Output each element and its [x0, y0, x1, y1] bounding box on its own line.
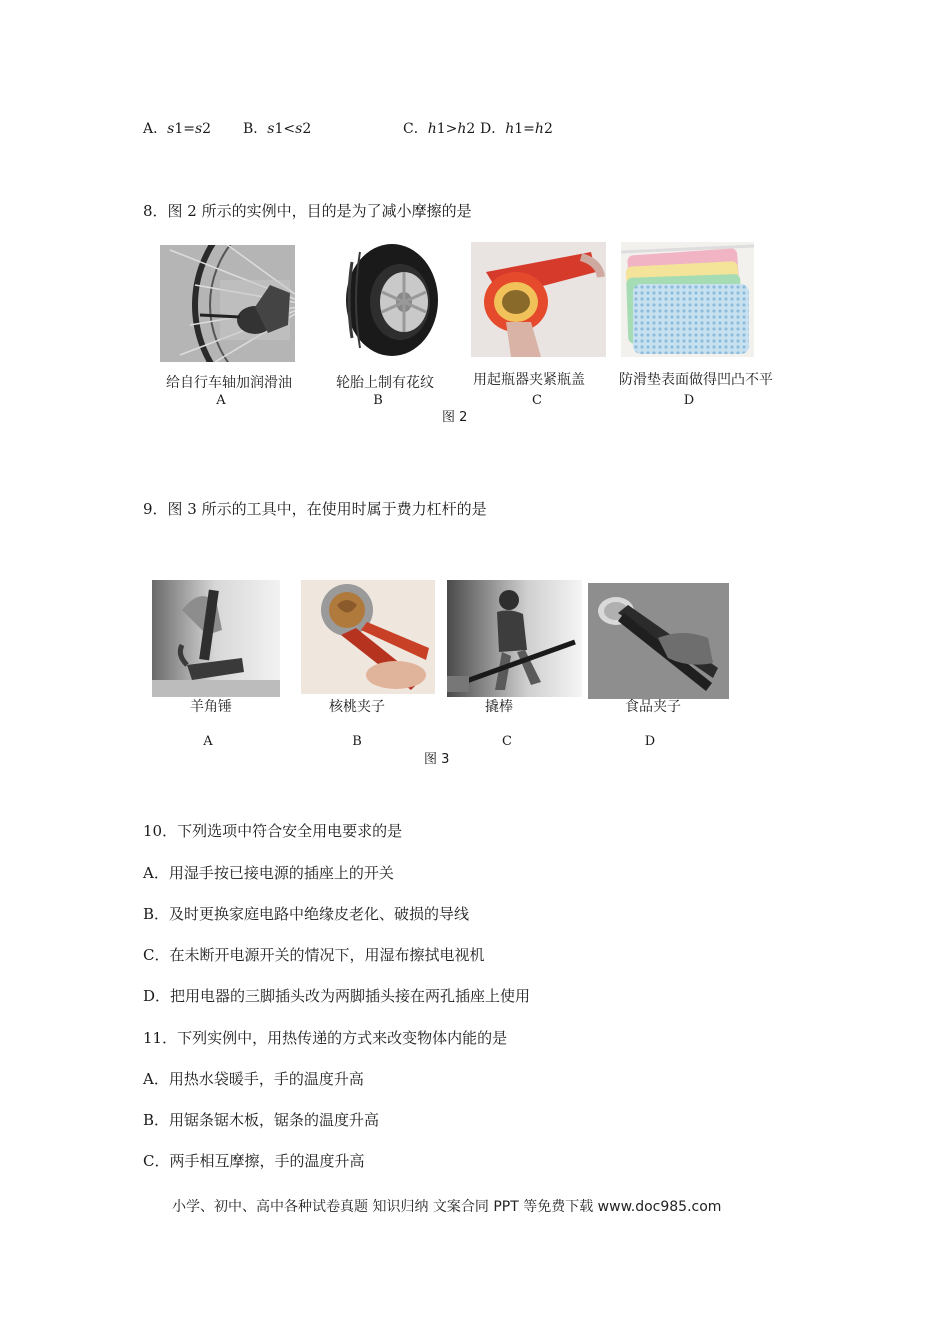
q10-option-a: A．用湿手按已接电源的插座上的开关 — [143, 864, 394, 882]
bottle-opener-photo — [471, 242, 606, 357]
q10-option-c: C．在未断开电源开关的情况下，用湿布擦拭电视机 — [143, 946, 485, 964]
fig2-letter-d: D — [683, 393, 695, 408]
fig3-letter-b: B — [352, 734, 362, 749]
walnut-cracker-photo — [301, 580, 435, 694]
q11-option-a: A．用热水袋暖手，手的温度升高 — [143, 1070, 364, 1088]
fig3-caption-c: 撬棒 — [485, 699, 513, 715]
q11-option-c: C．两手相互摩擦，手的温度升高 — [143, 1152, 365, 1170]
fig2-letter-b: B — [373, 393, 383, 408]
fig2-caption-b: 轮胎上制有花纹 — [336, 375, 434, 391]
fig3-letter-d: D — [644, 734, 656, 749]
q7-option-b: B．s1<s2 — [243, 121, 312, 137]
figure-2-label: 图 2 — [442, 410, 468, 425]
q11-question: 11．下列实例中，用热传递的方式来改变物体内能的是 — [143, 1029, 508, 1047]
food-tongs-photo — [588, 583, 729, 699]
q7-option-c: C．h1>h2 — [403, 121, 476, 137]
fig2-letter-a: A — [216, 393, 226, 408]
q10-question: 10．下列选项中符合安全用电要求的是 — [143, 822, 403, 840]
figure-3-label: 图 3 — [424, 752, 450, 767]
q7-option-d: D．h1=h2 — [480, 121, 553, 137]
fig3-letter-c: C — [502, 734, 512, 749]
fig3-caption-a: 羊角锤 — [190, 699, 232, 715]
q10-option-d: D．把用电器的三脚插头改为两脚插头接在两孔插座上使用 — [143, 987, 531, 1005]
q8-question: 8．图 2 所示的实例中，目的是为了减小摩擦的是 — [143, 202, 472, 220]
q9-question: 9．图 3 所示的工具中，在使用时属于费力杠杆的是 — [143, 500, 487, 518]
fig2-caption-a: 给自行车轴加润滑油 — [166, 375, 292, 391]
fig3-caption-b: 核桃夹子 — [329, 699, 385, 715]
bicycle-axle-photo — [160, 245, 295, 362]
crowbar-photo — [447, 580, 582, 697]
fig2-letter-c: C — [532, 393, 542, 408]
fig3-caption-d: 食品夹子 — [625, 699, 681, 715]
q10-option-b: B．及时更换家庭电路中绝缘皮老化、破损的导线 — [143, 905, 470, 923]
claw-hammer-photo — [152, 580, 280, 697]
fig2-caption-c: 用起瓶器夹紧瓶盖 — [473, 372, 585, 388]
q11-option-b: B．用锯条锯木板，锯条的温度升高 — [143, 1111, 380, 1129]
fig2-caption-d: 防滑垫表面做得凹凸不平 — [619, 372, 773, 388]
fig3-letter-a: A — [203, 734, 213, 749]
anti-slip-mat-photo — [621, 242, 754, 357]
page-footer: 小学、初中、高中各种试卷真题 知识归纳 文案合同 PPT 等免费下载 www.doc985.com — [172, 1199, 722, 1215]
q7-option-a: A．s1=s2 — [143, 121, 212, 137]
tire-photo — [322, 242, 457, 359]
